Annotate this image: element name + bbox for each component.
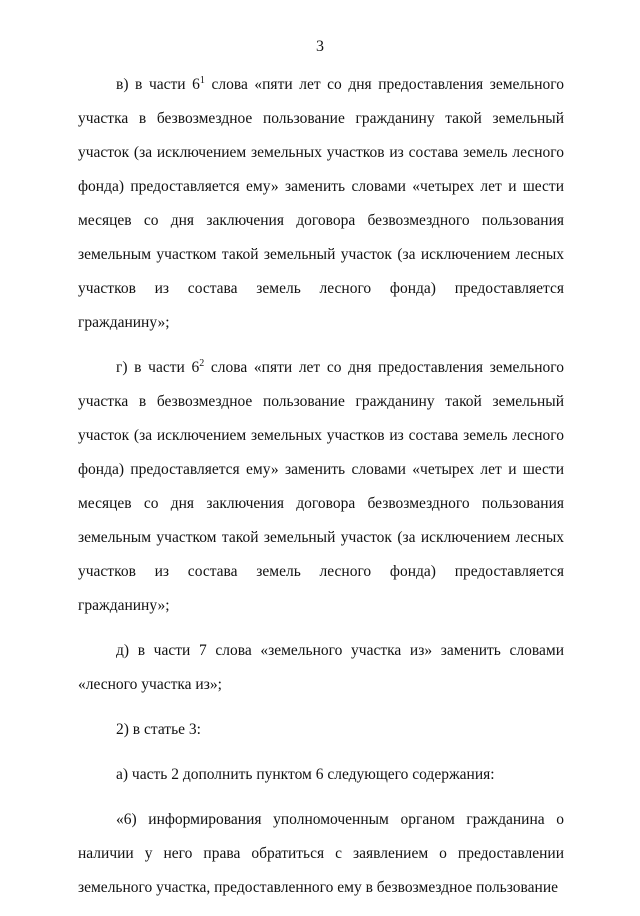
paragraph-quote-6: «6) информирования уполномоченным органом гражданина о наличии у него права обратиться с заявлением о предоставлении земельного участка, предоставленного ему в безвозмездное пользование bbox=[78, 811, 564, 896]
paragraph-v-prefix: в) в части 6 bbox=[116, 76, 200, 93]
paragraph-g-prefix: г) в части 6 bbox=[116, 359, 200, 376]
paragraph-g-text: слова «пяти лет со дня предоставления земельного участка в безвозмездное пользование гражданину такой земельный участок (за исключением земельных участков из состава земель лесного фонда) предоставляется ему» заменить словами «четырех лет и шести месяцев со дня заключения договора безвозмездного пользования земельным участком такой земельный участок (за исключением лесных участков из состава земель лесного фонда) предоставляется гражданину»; bbox=[78, 359, 564, 614]
page-number: 3 bbox=[316, 38, 324, 55]
paragraph-v bbox=[78, 68, 564, 340]
document-body bbox=[78, 68, 564, 916]
paragraph-a: а) часть 2 дополнить пунктом 6 следующего содержания: bbox=[116, 766, 495, 783]
paragraph-g bbox=[78, 351, 564, 623]
paragraph-g-superscript: 2 bbox=[199, 358, 205, 369]
paragraph-v-superscript: 1 bbox=[199, 75, 205, 86]
paragraph-article-3: 2) в статье 3: bbox=[116, 721, 201, 738]
paragraph-v-text: слова «пяти лет со дня предоставления земельного участка в безвозмездное пользование гражданину такой земельный участок (за исключением земельных участков из состава земель лесного фонда) предоставляется ему» заменить словами «четырех лет и шести месяцев со дня заключения договора безвозмездного пользования земельным участком такой земельный участок (за исключением лесных участков из состава земель лесного фонда) предоставляется гражданину»; bbox=[78, 76, 564, 331]
paragraph-d: д) в части 7 слова «земельного участка из» заменить словами «лесного участка из»; bbox=[78, 642, 564, 693]
